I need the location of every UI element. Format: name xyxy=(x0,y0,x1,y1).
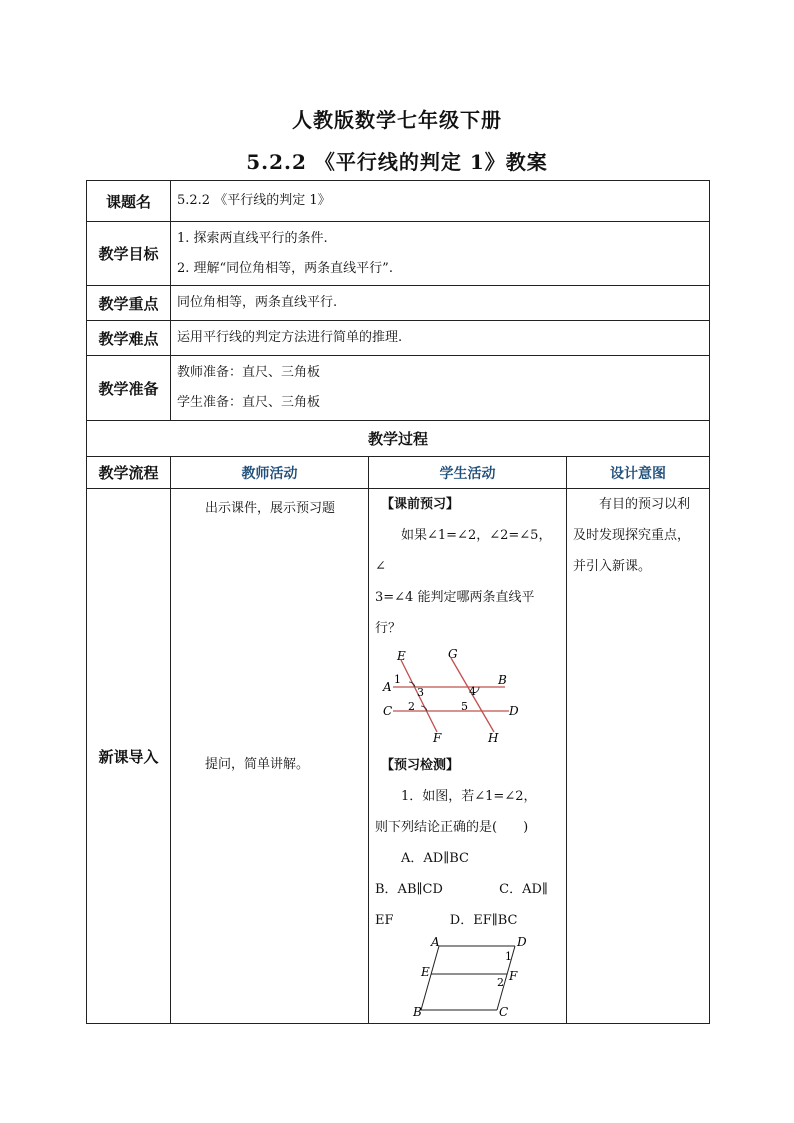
document-subtitle: 5.2.2 《平行线的判定 1》教案 xyxy=(246,150,548,174)
goal-line-1: 1. 探索两直线平行的条件. xyxy=(177,230,328,246)
options-bc xyxy=(375,874,560,905)
col-header-student: 学生活动 xyxy=(369,457,567,489)
prep-line-1: 教师准备：直尺、三角板 xyxy=(177,365,321,380)
check-heading: 【预习检测】 xyxy=(381,758,460,773)
parallel-lines-figure-1 xyxy=(381,648,531,744)
design-line-2: 及时发现探究重点， xyxy=(573,528,691,543)
design-line-3: 并引入新课。 xyxy=(573,559,652,574)
document-title: 人教版数学七年级下册 xyxy=(292,108,502,132)
label-F: F xyxy=(433,731,442,745)
key-row xyxy=(87,286,710,321)
topic-value: 5.2.2 《平行线的判定 1》 xyxy=(171,181,710,222)
difficulty-label: 教学难点 xyxy=(87,321,171,356)
angle-5: 5 xyxy=(461,700,468,713)
stage-row-intro xyxy=(87,489,710,1024)
check-question-line-2: 则下列结论正确的是( ) xyxy=(375,820,529,835)
prep-value xyxy=(171,356,710,421)
process-column-headers xyxy=(87,457,710,489)
label2-F: F xyxy=(509,969,518,983)
option-a: A．AD∥BC xyxy=(401,851,469,866)
design-intent-cell xyxy=(567,489,710,1024)
placeholder xyxy=(431,946,515,974)
goal-row xyxy=(87,222,710,286)
preview-question-line-1: 如果∠1=∠2，∠2=∠5，∠ xyxy=(375,528,552,574)
col-header-design: 设计意图 xyxy=(567,457,710,489)
label2-D: D xyxy=(517,935,527,949)
teacher-activity-2: 提问，简单讲解。 xyxy=(205,757,310,772)
lesson-plan-table xyxy=(86,180,710,1024)
option-d: D．EF∥BC xyxy=(449,913,518,928)
angle2-1: 1 xyxy=(505,950,512,963)
label-H: H xyxy=(488,731,499,745)
label2-E: E xyxy=(421,965,430,979)
prep-label: 教学准备 xyxy=(87,356,171,421)
preview-question-line-3: 行？ xyxy=(375,621,402,636)
goal-value xyxy=(171,222,710,286)
angle-1: 1 xyxy=(394,673,401,686)
difficulty-value: 运用平行线的判定方法进行简单的推理. xyxy=(171,321,710,356)
angle2-2: 2 xyxy=(497,976,504,989)
label2-C: C xyxy=(499,1005,509,1019)
key-value: 同位角相等，两条直线平行. xyxy=(171,286,710,321)
label-G: G xyxy=(448,647,458,661)
label2-B: B xyxy=(413,1005,422,1019)
label2-A: A xyxy=(431,935,440,949)
preview-question-line-2: 3=∠4 能判定哪两条直线平 xyxy=(375,590,535,605)
option-c-cont: EF xyxy=(375,913,394,928)
angle-3: 3 xyxy=(417,686,424,699)
teacher-activity-1: 出示课件，展示预习题 xyxy=(205,501,336,516)
angle-2: 2 xyxy=(408,700,415,713)
label-D: D xyxy=(509,704,519,718)
col-header-flow: 教学流程 xyxy=(87,457,171,489)
prep-row xyxy=(87,356,710,421)
parallelogram-figure-2 xyxy=(413,935,537,1019)
difficulty-row xyxy=(87,321,710,356)
col-header-teacher: 教师活动 xyxy=(171,457,369,489)
angle-4: 4 xyxy=(469,685,476,698)
teacher-activity-cell xyxy=(171,489,369,1024)
key-label: 教学重点 xyxy=(87,286,171,321)
option-c: C．AD∥ xyxy=(499,882,548,897)
stage-label: 新课导入 xyxy=(87,489,171,1024)
option-b: B．AB∥CD xyxy=(375,882,443,897)
label-B: B xyxy=(498,673,507,687)
label-A: A xyxy=(383,680,392,694)
label-E: E xyxy=(397,649,406,663)
process-heading-row xyxy=(87,421,710,457)
goal-line-2: 2. 理解“同位角相等，两条直线平行”. xyxy=(177,260,393,276)
process-heading: 教学过程 xyxy=(87,421,710,457)
goal-label: 教学目标 xyxy=(87,222,171,286)
student-activity-cell xyxy=(369,489,567,1024)
topic-label: 课题名 xyxy=(87,181,171,222)
check-question-line-1: 1．如图，若∠1=∠2， xyxy=(401,789,537,804)
preview-heading: 【课前预习】 xyxy=(381,497,460,512)
design-line-1: 有目的预习以利 xyxy=(599,497,691,512)
topic-row xyxy=(87,181,710,222)
prep-line-2: 学生准备：直尺、三角板 xyxy=(177,395,321,410)
label-C: C xyxy=(383,704,393,718)
options-c-d xyxy=(375,905,560,936)
